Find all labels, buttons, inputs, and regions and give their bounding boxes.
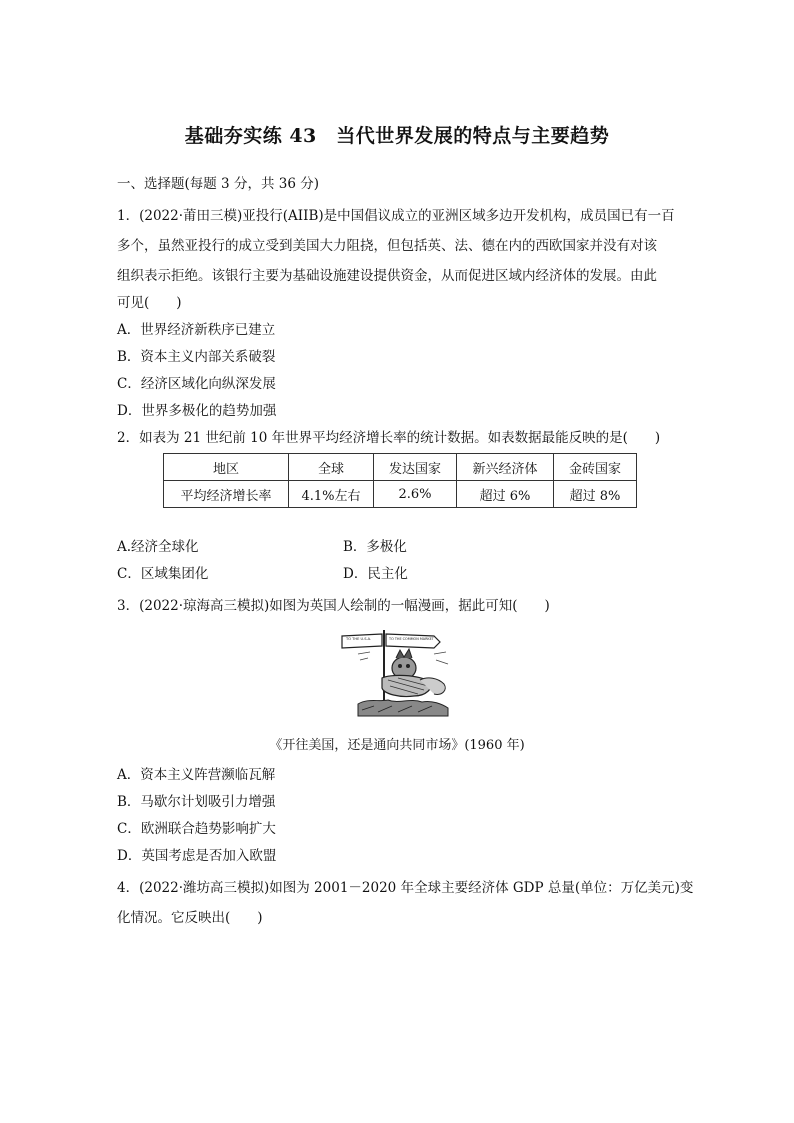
table-header-cell: 新兴经济体 xyxy=(457,454,554,481)
table-header-cell: 地区 xyxy=(164,454,289,481)
table-header-row xyxy=(164,454,637,481)
table-cell: 2.6% xyxy=(374,481,457,508)
cartoon-illustration xyxy=(338,624,456,720)
table-header-cell: 金砖国家 xyxy=(554,454,637,481)
table-cell: 超过 8% xyxy=(554,481,637,508)
table-cell: 平均经济增长率 xyxy=(164,481,289,508)
q2-option-a: A.经济全球化 xyxy=(117,539,199,555)
q3-option-c: C．欧洲联合趋势影响扩大 xyxy=(117,821,276,837)
table-cell: 超过 6% xyxy=(457,481,554,508)
q4-stem-line: 4．(2022·潍坊高三模拟)如图为 2001－2020 年全球主要经济体 GDP 总量(单位：万亿美元)变 xyxy=(117,880,694,896)
q2-option-c: C．区域集团化 xyxy=(117,566,209,582)
table-row xyxy=(164,481,637,508)
q1-option-c: C．经济区域化向纵深发展 xyxy=(117,376,276,392)
sign-right-text xyxy=(388,637,435,641)
table-cell: 4.1%左右 xyxy=(289,481,374,508)
q2-option-d: D．民主化 xyxy=(343,566,408,582)
q1-option-b: B．资本主义内部关系破裂 xyxy=(117,349,276,365)
q3-option-b: B．马歇尔计划吸引力增强 xyxy=(117,794,276,810)
q2-option-b: B．多极化 xyxy=(343,539,407,555)
q4-stem-line: 化情况。它反映出( ) xyxy=(117,910,263,926)
table-header-cell: 全球 xyxy=(289,454,374,481)
q3-option-d: D．英国考虑是否加入欧盟 xyxy=(117,848,277,864)
section-heading: 一、选择题(每题 3 分，共 36 分) xyxy=(117,176,319,192)
sign-left-label: TO THE U.S.A. xyxy=(346,637,372,641)
page-title: 基础夯实练 43 当代世界发展的特点与主要趋势 xyxy=(184,125,610,147)
cartoon-caption: 《开往美国，还是通向共同市场》(1960 年) xyxy=(269,738,525,753)
q1-stem-line: 可见( ) xyxy=(117,295,182,311)
q1-stem-line: 组织表示拒绝。该银行主要为基础设施建设提供资金，从而促进区域内经济体的发展。由此 xyxy=(117,268,657,284)
q1-option-a: A．世界经济新秩序已建立 xyxy=(117,322,276,338)
q2-stem: 2．如表为 21 世纪前 10 年世界平均经济增长率的统计数据。如表数据最能反映的是( ) xyxy=(117,430,661,446)
growth-rate-table xyxy=(163,453,637,508)
sign-right-label: TO THE COMMON MARKET xyxy=(389,637,434,641)
q1-stem-line: 1．(2022·莆田三模)亚投行(AIIB)是中国倡议成立的亚洲区域多边开发机构，成员国已有一百 xyxy=(117,208,675,224)
q1-stem-line: 多个，虽然亚投行的成立受到美国大力阻挠，但包括英、法、德在内的西欧国家并没有对该 xyxy=(117,238,657,254)
q3-stem: 3．(2022·琼海高三模拟)如图为英国人绘制的一幅漫画，据此可知( ) xyxy=(117,598,550,614)
q3-option-a: A．资本主义阵营濒临瓦解 xyxy=(117,767,276,783)
q1-option-d: D．世界多极化的趋势加强 xyxy=(117,403,277,419)
table-header-cell: 发达国家 xyxy=(374,454,457,481)
sign-left-text xyxy=(345,637,371,641)
